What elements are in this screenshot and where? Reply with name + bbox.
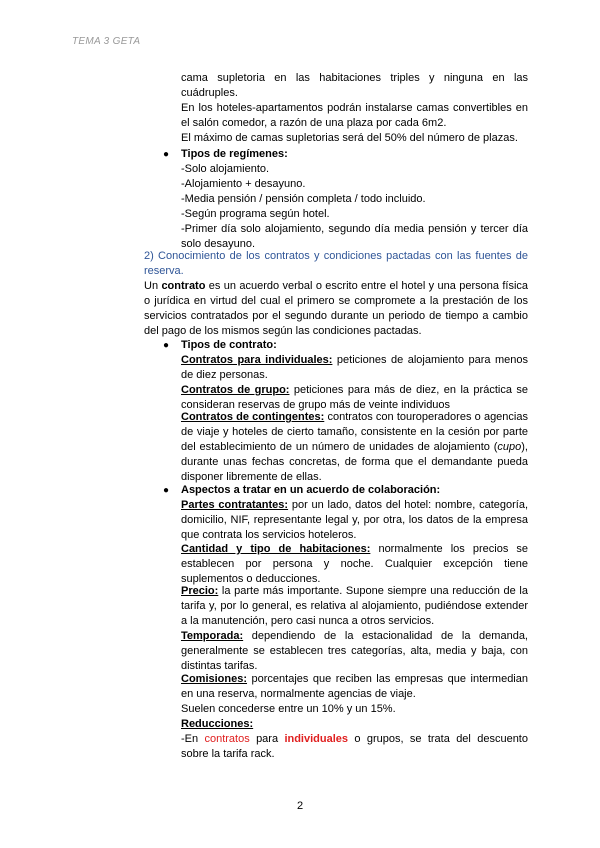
bullet-icon: ● [163,340,170,351]
aspecto-partes [181,498,528,543]
label-precio: Precio: [181,585,219,597]
running-header: TEMA 3 GETA [72,36,141,47]
regimen-item: -Media pensión / pensión completa / todo incluido. [181,193,426,205]
text-contingentes-1: contratos con touroperadores o agencias de viaje y hoteles de cierto tamaño, consistente en la cesión por parte del establecimiento de un número de unidades de alojamiento ( [181,411,528,453]
contrato-individuales [181,353,528,383]
paragraph-hoteles-apartamentos: En los hoteles-apartamentos podrán instalarse camas convertibles en el salón comedor, a razón de una plaza por cada 6m2. [181,102,528,129]
red-individuales: individuales [284,733,349,745]
text-cantidad: normalmente los precios se establecen por persona y noche. Cualquier excepción tiene suplementos o deducciones. [181,543,529,585]
text-partes: por un lado, datos del hotel: nombre, categoría, domicilio, NIF, representante legal y, por otra, los datos de la empresa que contrata los servicios hoteleros. [181,499,528,541]
paragraph-maximo-camas: El máximo de camas supletorias será del 50% del número de plazas. [181,132,518,144]
regimen-item: -Alojamiento + desayuno. [181,178,306,190]
text-individuales: peticiones de alojamiento para menos de diez personas. [181,354,528,381]
bullet-icon: ● [163,485,170,496]
page-number: 2 [296,800,304,812]
aspecto-temporada [181,629,528,674]
intro-post: es un acuerdo verbal o escrito entre el hotel y una persona física o jurídica en virtud del cual el primero se compromete a la prestación de los servicios contratados por el segundo durante un periodo de tiempo a cambio del pago de los mismos según las condiciones pactadas. [144,280,529,337]
label-individuales: Contratos para individuales: [181,354,333,366]
label-grupo: Contratos de grupo: [181,384,290,396]
contrato-grupo [181,383,528,413]
red-post: o grupos, se trata del descuento sobre la tarifa rack. [181,733,528,760]
label-cantidad: Cantidad y tipo de habitaciones: [181,543,371,555]
aspecto-reducciones-label [181,717,528,732]
text-contingentes-2: ), durante unas fechas concretas, de forma que el demandante pueda disponer libremente de ellas. [181,441,528,483]
label-reducciones: Reducciones: [181,718,254,730]
aspecto-reducciones [181,732,528,762]
red-pre: -En [181,733,205,745]
bullet-icon: ● [163,149,170,160]
text-grupo: peticiones para más de diez, en la práctica se consideran reservas de grupo más de veinte individuos [181,384,528,411]
aspecto-cantidad [181,542,528,587]
paragraph-supletoria: cama supletoria en las habitaciones triples y ninguna en las cuádruples. [181,72,528,99]
aspecto-comisiones [181,672,528,702]
section-2-heading: 2) Conocimiento de los contratos y condiciones pactadas con las fuentes de reserva. [144,250,528,277]
term-contrato: contrato [161,280,206,292]
bullet-aspectos [144,483,528,498]
aspectos-heading: Aspectos a tratar en un acuerdo de colaboración: [181,484,441,496]
bullet-tipos-contrato [144,338,528,353]
text-temporada: dependiendo de la estacionalidad de la demanda, generalmente se establecen tres categorías, alta, media y baja, con distintas tarifas. [181,630,528,672]
label-partes: Partes contratantes: [181,499,289,511]
red-contratos: contratos [204,733,250,745]
term-cupo: cupo [497,441,522,453]
comisiones-porcentaje: Suelen concederse entre un 10% y un 15%. [181,703,396,715]
label-temporada: Temporada: [181,630,244,642]
label-comisiones: Comisiones: [181,673,248,685]
regimen-item: -Solo alojamiento. [181,163,270,175]
regimen-item: -Primer día solo alojamiento, segundo día media pensión y tercer día solo desayuno. [181,223,528,250]
contrato-contingentes [181,410,528,485]
red-para: para [249,733,285,745]
aspecto-precio [181,584,528,629]
intro-pre: Un [144,280,162,292]
text-precio: la parte más importante. Supone siempre una reducción de la tarifa y, por lo general, es relativa al alojamiento, pudiéndose extender a la manutención, pero casi nunca a otros servicios. [181,585,528,627]
regimenes-heading: Tipos de regímenes: [181,148,288,160]
label-contingentes: Contratos de contingentes: [181,411,325,423]
tipos-contrato-heading: Tipos de contrato: [181,339,277,351]
paragraph-contrato-definicion [144,279,528,339]
text-comisiones: porcentajes que reciben las empresas que intermedian en una reserva, normalmente agencias de viaje. [181,673,528,700]
regimen-item: -Según programa según hotel. [181,208,330,220]
bullet-regimenes [144,147,528,162]
